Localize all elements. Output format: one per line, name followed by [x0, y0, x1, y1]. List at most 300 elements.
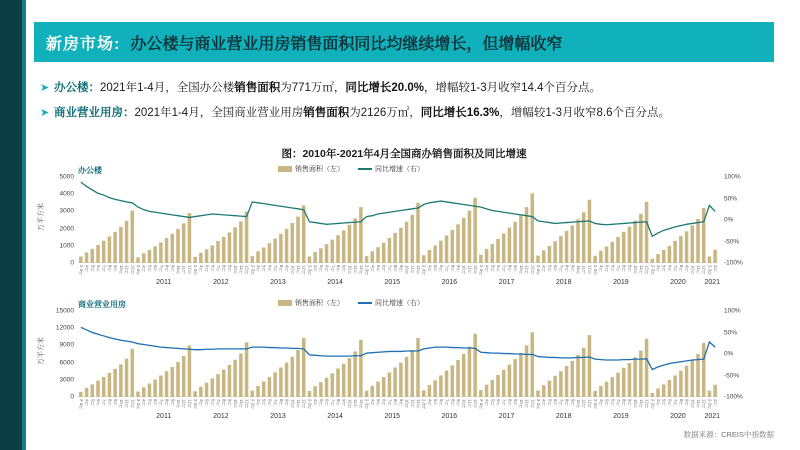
x-tick-label: 12月 — [130, 265, 136, 274]
bullet-strong-2: 同比增长20.0% — [345, 82, 424, 94]
x-tick-label: 10月 — [347, 399, 353, 408]
x-tick-label: 4月 — [541, 265, 547, 272]
x-tick-label: 12月 — [416, 265, 421, 274]
x-tick-label: 6月 — [267, 399, 273, 406]
chart-legend — [274, 163, 428, 175]
x-tick-label: 8月 — [621, 265, 627, 272]
x-year-label: 2014 — [327, 413, 343, 420]
y-axis-right — [722, 173, 768, 265]
x-tick-label: 4月 — [198, 265, 204, 272]
x-tick-label: 4月 — [427, 265, 433, 272]
x-tick-label: 7月 — [501, 399, 507, 406]
x-tick-label: 6月 — [210, 265, 216, 272]
bullet-label: 办公楼： — [54, 82, 100, 94]
x-tick-label: 9月 — [570, 265, 576, 272]
x-tick-label: 11月 — [124, 265, 130, 274]
x-tick-label: 9月 — [113, 265, 119, 272]
x-tick-label: 4月 — [370, 399, 376, 406]
x-tick-label: 8月 — [450, 265, 456, 272]
x-tick-label: 11月 — [524, 265, 530, 274]
x-tick-label: 12月 — [358, 399, 364, 408]
x-tick-label: 8月 — [450, 399, 456, 406]
x-year-label: 2018 — [555, 413, 572, 420]
y2-tick-label: 100% — [724, 173, 741, 181]
x-tick-label: 9月 — [456, 265, 461, 272]
x-tick-label: 5月 — [433, 399, 439, 406]
x-tick-label: 11月 — [181, 399, 187, 408]
x-year-label: 2020 — [670, 279, 686, 286]
x-tick-label: 4月 — [370, 265, 376, 272]
x-axis — [78, 265, 721, 287]
x-tick-label: 8月 — [221, 399, 227, 406]
x-tick-label: 11月 — [353, 265, 359, 274]
x-tick-label: 6月 — [153, 265, 159, 272]
x-tick-label: 10月 — [233, 399, 239, 408]
x-tick-label: 4月 — [84, 265, 90, 272]
x-tick-label: 5月 — [318, 399, 324, 406]
x-tick-label: 11月 — [296, 265, 301, 274]
x-tick-label: 5月 — [261, 399, 267, 406]
x-tick-label: 11月 — [353, 399, 359, 408]
bullet-text — [54, 105, 670, 121]
x-tick-label: 5月 — [376, 399, 381, 406]
x-tick-label: 6月 — [153, 399, 159, 406]
y2-tick-label: -50% — [724, 238, 740, 245]
x-tick-label: 11月 — [638, 399, 644, 408]
x-tick-label: 9月 — [684, 265, 690, 272]
x-tick-label: 4月 — [141, 265, 147, 272]
x-tick-label: 7月 — [444, 399, 450, 406]
x-tick-label: 6月 — [553, 399, 559, 406]
x-tick-label: 10月 — [290, 265, 296, 274]
legend-swatch-line — [358, 302, 372, 304]
x-tick-label: 11月 — [410, 399, 416, 408]
x-tick-label: 12月 — [530, 399, 536, 408]
bullet-strong-1: 销售面积 — [234, 82, 281, 94]
x-tick-label: 12月 — [473, 399, 479, 408]
x-tick-label: 7月 — [101, 399, 107, 406]
x-tick-label: 5月 — [376, 265, 381, 272]
x-tick-label: 2-3月 — [193, 265, 199, 276]
x-tick-label: 10月 — [690, 265, 696, 274]
x-tick-label: 7月 — [158, 399, 164, 406]
x-tick-label: 11月 — [524, 399, 530, 408]
x-tick-label: 2-3月 — [421, 265, 427, 276]
legend-label-line: 同比增速（右） — [375, 166, 424, 173]
x-tick-label: 8月 — [107, 265, 113, 272]
x-year-label: 2013 — [270, 279, 286, 286]
x-tick-label: 6月 — [553, 265, 559, 272]
x-tick-label: 4月 — [541, 399, 547, 406]
y-tick-label: 0 — [70, 393, 74, 401]
x-tick-label: 7月 — [216, 265, 221, 272]
x-tick-label: 6月 — [96, 399, 101, 406]
x-tick-label: 11月 — [124, 399, 130, 408]
x-tick-label: 12月 — [701, 399, 707, 408]
x-tick-label: 5月 — [661, 265, 667, 272]
y-tick-label: 1000 — [59, 242, 74, 250]
x-tick-label: 12月 — [187, 265, 193, 274]
x-tick-label: 9月 — [113, 399, 119, 406]
x-tick-label: 5月 — [433, 265, 439, 272]
x-tick-label: 11月 — [696, 265, 701, 274]
x-tick-label: 6月 — [381, 399, 387, 406]
x-tick-label: 8月 — [336, 399, 341, 406]
list-item — [40, 80, 780, 96]
x-tick-label: 8月 — [221, 265, 227, 272]
legend-item-bar — [278, 298, 344, 308]
x-tick-label: 7月 — [673, 265, 679, 272]
x-tick-label: 10月 — [176, 399, 181, 408]
legend-swatch-bar — [278, 300, 292, 306]
x-tick-label: 2-3月 — [307, 265, 313, 276]
x-tick-label: 6月 — [667, 399, 673, 406]
x-tick-label: 12月 — [587, 399, 593, 408]
x-tick-label: 11月 — [638, 265, 644, 274]
x-tick-label: 2-3月 — [650, 399, 656, 410]
y-axis-right — [722, 307, 768, 399]
x-tick-label: 12月 — [416, 399, 421, 408]
y2-tick-label: 50% — [724, 329, 738, 336]
x-tick-label: 5月 — [490, 399, 496, 406]
x-tick-label: 5月 — [604, 399, 610, 406]
x-tick-label: 9月 — [284, 265, 290, 272]
x-tick-label: 8月 — [164, 399, 170, 406]
x-tick-label: 10月 — [290, 399, 296, 408]
bullet-text-1: 2021年1-4月，全国办公楼 — [100, 82, 235, 94]
x-year-label: 2017 — [498, 279, 515, 286]
x-tick-label: 10月 — [233, 265, 239, 274]
x-tick-label: 10月 — [518, 399, 524, 408]
x-tick-label: 12月 — [644, 265, 650, 274]
x-year-label: 2016 — [441, 279, 458, 286]
x-axis — [78, 399, 721, 421]
x-tick-label: 5月 — [318, 265, 324, 272]
x-tick-label: 4月 — [713, 399, 719, 406]
x-tick-label: 7月 — [673, 399, 679, 406]
x-tick-label: 12月 — [130, 399, 136, 408]
x-tick-label: 12月 — [587, 265, 593, 274]
x-tick-label: 6月 — [267, 265, 273, 272]
y2-tick-label: 100% — [724, 307, 741, 315]
x-year-label: 2019 — [613, 413, 629, 420]
chart-panel-retail — [34, 295, 774, 423]
x-tick-label: 10月 — [633, 265, 639, 274]
panel-label: 办公楼 — [78, 166, 102, 175]
x-tick-label: 9月 — [456, 399, 461, 406]
x-tick-label: 6月 — [667, 265, 673, 272]
x-tick-label: 4月 — [313, 399, 319, 406]
x-tick-label: 5月 — [204, 399, 210, 406]
y-tick-label: 2000 — [59, 225, 74, 233]
x-tick-label: 12月 — [301, 399, 307, 408]
x-tick-label: 10月 — [118, 399, 124, 408]
x-tick-label: 10月 — [404, 265, 410, 274]
x-tick-label: 2-3月 — [364, 399, 370, 410]
x-tick-label: 11月 — [296, 399, 301, 408]
x-tick-label: 2-3月 — [707, 399, 713, 410]
x-tick-label: 4月 — [141, 399, 147, 406]
left-rail-accent — [22, 0, 26, 450]
x-tick-label: 9月 — [570, 399, 576, 406]
x-tick-label: 8月 — [164, 265, 170, 272]
x-tick-label: 4月 — [313, 265, 319, 272]
bullet-text-2: 为2126万㎡， — [349, 107, 421, 119]
x-tick-label: 9月 — [398, 265, 404, 272]
x-tick-label: 9月 — [170, 399, 176, 406]
x-tick-label: 2-3月 — [707, 265, 713, 276]
y-tick-label: 3000 — [59, 376, 74, 384]
x-tick-label: 2-3月 — [478, 265, 484, 276]
panel-label: 商业营业用房 — [78, 300, 126, 309]
x-tick-label: 8月 — [107, 399, 113, 406]
x-tick-label: 2-3月 — [536, 265, 541, 276]
x-tick-label: 2-3月 — [478, 399, 484, 410]
x-tick-label: 8月 — [336, 265, 341, 272]
legend-label-line: 同比增速（右） — [375, 300, 424, 307]
x-year-label: 2017 — [498, 413, 515, 420]
page-title: 办公楼与商业营业用房销售面积同比均继续增长，但增幅收窄 — [130, 35, 563, 53]
x-tick-label: 11月 — [238, 399, 244, 408]
x-tick-label: 11月 — [581, 399, 587, 408]
y2-tick-label: 50% — [724, 195, 738, 202]
x-tick-label: 8月 — [621, 399, 627, 406]
x-tick-label: 9月 — [627, 265, 633, 272]
x-tick-label: 8月 — [564, 399, 570, 406]
x-tick-label: 12月 — [473, 265, 479, 274]
x-year-label: 2014 — [327, 279, 343, 286]
y-axis-left — [34, 173, 76, 265]
x-tick-label: 12月 — [530, 265, 536, 274]
x-tick-label: 2-3月 — [250, 265, 256, 276]
x-tick-label: 10月 — [518, 265, 524, 274]
bullet-strong-1: 销售面积 — [303, 107, 350, 119]
y-tick-label: 0 — [70, 259, 74, 267]
x-tick-label: 7月 — [616, 265, 621, 272]
x-tick-label: 2-3月 — [78, 265, 84, 276]
x-tick-label: 2-3月 — [593, 399, 599, 410]
x-tick-label: 5月 — [261, 265, 267, 272]
x-tick-label: 6月 — [496, 399, 501, 406]
x-tick-label: 2-3月 — [364, 265, 370, 276]
x-tick-label: 4月 — [656, 265, 661, 272]
x-tick-label: 7月 — [387, 399, 393, 406]
x-tick-label: 6月 — [210, 399, 216, 406]
x-tick-label: 5月 — [90, 265, 96, 272]
x-tick-label: 4月 — [427, 399, 433, 406]
legend-swatch-bar — [278, 166, 292, 172]
bullet-text-1: 2021年1-4月，全国商业营业用房 — [134, 107, 304, 119]
y2-tick-label: -100% — [724, 393, 743, 401]
bullet-strong-2: 同比增长16.3% — [420, 107, 500, 119]
y2-tick-label: -50% — [724, 372, 740, 379]
y-tick-label: 3000 — [59, 207, 74, 215]
legend-item-line — [358, 164, 424, 174]
x-year-label: 2012 — [213, 279, 229, 286]
x-year-label: 2018 — [555, 279, 572, 286]
x-tick-label: 2-3月 — [193, 399, 199, 410]
chart-title: 图：2010年-2021年4月全国商办销售面积及同比增速 — [281, 148, 527, 160]
x-tick-label: 7月 — [330, 399, 336, 406]
x-tick-label: 9月 — [627, 399, 633, 406]
x-tick-label: 12月 — [701, 265, 707, 274]
chart-card — [34, 140, 774, 430]
x-tick-label: 9月 — [513, 399, 519, 406]
x-tick-label: 2-3月 — [307, 399, 313, 410]
plot-area — [78, 177, 718, 263]
x-tick-label: 7月 — [273, 399, 279, 406]
x-year-label: 2011 — [156, 413, 172, 420]
y-tick-label: 12000 — [55, 324, 74, 332]
x-tick-label: 10月 — [690, 399, 696, 408]
x-tick-label: 5月 — [90, 399, 96, 406]
x-tick-label: 7月 — [444, 265, 450, 272]
x-tick-label: 10月 — [461, 265, 467, 274]
x-tick-label: 7月 — [387, 265, 393, 272]
x-tick-label: 6月 — [610, 265, 616, 272]
x-tick-label: 10月 — [576, 265, 581, 274]
x-tick-label: 5月 — [604, 265, 610, 272]
x-tick-label: 2-3月 — [650, 265, 656, 276]
x-year-label: 2011 — [156, 279, 172, 286]
x-tick-label: 9月 — [684, 399, 690, 406]
x-tick-label: 9月 — [398, 399, 404, 406]
x-tick-label: 8月 — [507, 265, 513, 272]
x-tick-label: 5月 — [547, 265, 553, 272]
x-tick-label: 2-3月 — [421, 399, 427, 410]
x-tick-label: 5月 — [147, 265, 153, 272]
bullet-list — [40, 80, 780, 130]
y-tick-label: 4000 — [59, 190, 74, 198]
x-tick-label: 9月 — [284, 399, 290, 406]
x-tick-label: 4月 — [84, 399, 90, 406]
x-tick-label: 12月 — [244, 399, 250, 408]
x-tick-label: 4月 — [484, 399, 490, 406]
x-tick-label: 8月 — [678, 399, 684, 406]
y-axis-label: 万平方米 — [38, 337, 45, 365]
x-tick-label: 12月 — [187, 399, 193, 408]
x-tick-label: 10月 — [633, 399, 639, 408]
x-tick-label: 7月 — [558, 399, 564, 406]
x-tick-label: 2-3月 — [78, 399, 84, 410]
x-tick-label: 9月 — [513, 265, 519, 272]
x-tick-label: 6月 — [381, 265, 387, 272]
x-tick-label: 7月 — [216, 399, 221, 406]
x-tick-label: 5月 — [147, 399, 153, 406]
y-axis-left — [34, 307, 76, 399]
y-tick-label: 5000 — [59, 173, 74, 181]
x-tick-label: 5月 — [547, 399, 553, 406]
x-tick-label: 8月 — [278, 399, 284, 406]
x-tick-label: 12月 — [644, 399, 650, 408]
x-tick-label: 4月 — [256, 399, 261, 406]
x-year-label: 2015 — [384, 279, 401, 286]
y2-tick-label: 0% — [724, 350, 734, 358]
x-tick-label: 2-3月 — [136, 399, 141, 410]
x-year-label: 2021 — [704, 413, 721, 420]
x-tick-label: 9月 — [341, 399, 347, 406]
slide-title-tag: 新房市场: — [46, 35, 121, 53]
x-tick-label: 9月 — [170, 265, 176, 272]
x-tick-label: 8月 — [678, 265, 684, 272]
slide-title-bar — [34, 22, 774, 62]
x-tick-label: 10月 — [576, 399, 581, 408]
x-year-label: 2016 — [441, 413, 458, 420]
y2-tick-label: 0% — [724, 216, 734, 224]
x-tick-label: 12月 — [358, 265, 364, 274]
x-tick-label: 9月 — [341, 265, 347, 272]
x-tick-label: 6月 — [496, 265, 501, 272]
x-tick-label: 5月 — [490, 265, 496, 272]
x-tick-label: 11月 — [467, 399, 473, 408]
x-tick-label: 7月 — [330, 265, 336, 272]
list-item — [40, 105, 780, 121]
x-tick-label: 8月 — [564, 265, 570, 272]
x-tick-label: 6月 — [96, 265, 101, 272]
x-year-label: 2019 — [613, 279, 629, 286]
y-tick-label: 15000 — [55, 307, 74, 315]
x-year-label: 2021 — [704, 279, 721, 286]
plot-area — [78, 311, 718, 397]
x-tick-label: 9月 — [227, 399, 233, 406]
x-year-label: 2013 — [270, 413, 286, 420]
x-tick-label: 6月 — [324, 399, 330, 406]
legend-swatch-line — [358, 168, 372, 170]
bullet-text-3: ，增幅较1-3月收窄14.4个百分点。 — [424, 82, 602, 94]
legend-label-bar: 销售面积（左） — [295, 166, 344, 173]
x-tick-label: 4月 — [598, 399, 604, 406]
x-tick-label: 4月 — [656, 399, 661, 406]
x-tick-label: 2-3月 — [136, 265, 141, 276]
chart-panel-office — [34, 161, 774, 289]
x-tick-label: 2-3月 — [536, 399, 541, 410]
x-tick-label: 10月 — [404, 399, 410, 408]
x-tick-label: 11月 — [467, 265, 473, 274]
chevron-right-icon: ➤ — [40, 107, 50, 119]
x-tick-label: 10月 — [176, 265, 181, 274]
x-tick-label: 6月 — [610, 399, 616, 406]
x-tick-label: 4月 — [198, 399, 204, 406]
chart-legend — [274, 297, 428, 309]
y2-tick-label: -100% — [724, 259, 743, 267]
bullet-text — [54, 80, 601, 96]
bullet-label: 商业营业用房： — [54, 107, 135, 119]
x-tick-label: 9月 — [227, 265, 233, 272]
x-tick-label: 7月 — [616, 399, 621, 406]
y-tick-label: 6000 — [59, 359, 74, 367]
x-tick-label: 8月 — [278, 265, 284, 272]
x-tick-label: 11月 — [181, 265, 187, 274]
x-year-label: 2012 — [213, 413, 229, 420]
x-tick-label: 7月 — [101, 265, 107, 272]
x-tick-label: 11月 — [581, 265, 587, 274]
x-tick-label: 6月 — [324, 265, 330, 272]
bullet-text-3: ，增幅较1-3月收窄8.6个百分点。 — [499, 107, 671, 119]
legend-label-bar: 销售面积（左） — [295, 300, 344, 307]
y-axis-label: 万平方米 — [38, 203, 45, 231]
x-tick-label: 6月 — [438, 265, 444, 272]
bullet-text-2: 为771万㎡， — [280, 82, 346, 94]
x-tick-label: 4月 — [598, 265, 604, 272]
x-tick-label: 7月 — [158, 265, 164, 272]
x-tick-label: 2-3月 — [593, 265, 599, 276]
x-tick-label: 10月 — [461, 399, 467, 408]
left-rail — [0, 0, 22, 450]
legend-item-bar — [278, 164, 344, 174]
x-tick-label: 11月 — [238, 265, 244, 274]
x-year-label: 2020 — [670, 413, 686, 420]
x-tick-label: 10月 — [347, 265, 353, 274]
